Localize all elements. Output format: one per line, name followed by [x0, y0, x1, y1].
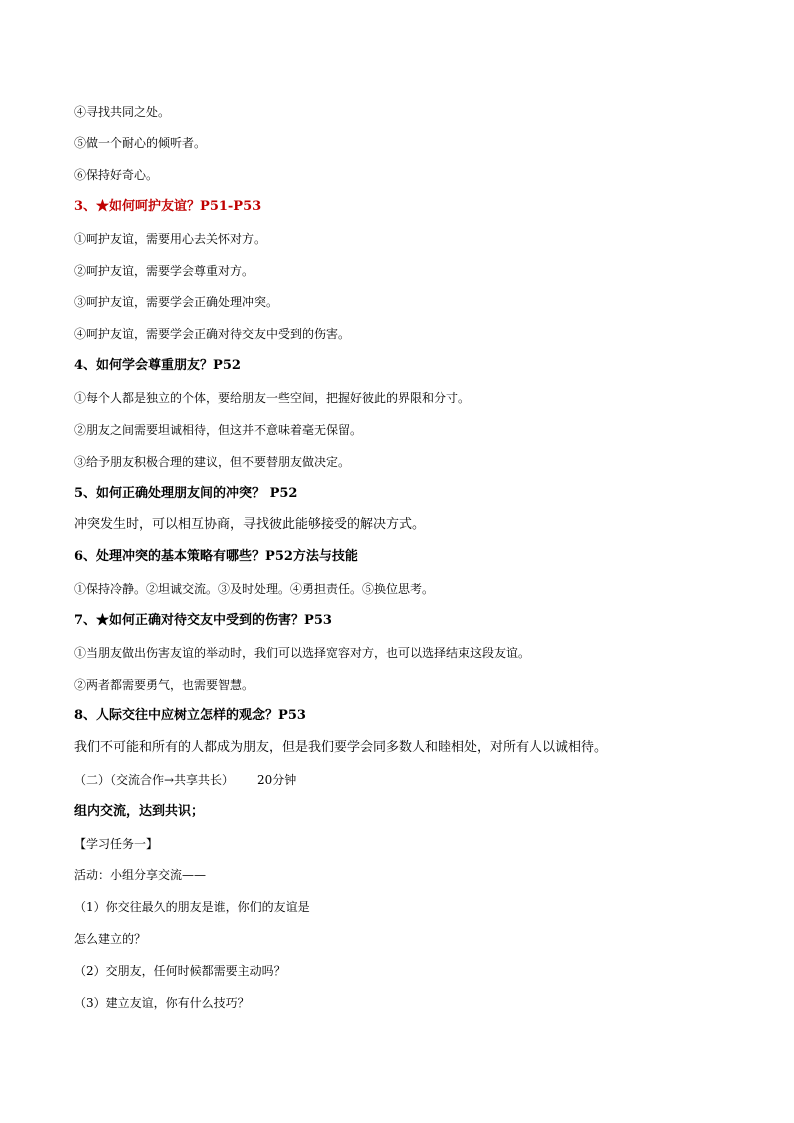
answer-4-item-1: ①每个人都是独立的个体，要给朋友一些空间，把握好彼此的界限和分寸。 [74, 391, 471, 405]
question-6-heading: 6、处理冲突的基本策略有哪些？P52方法与技能 [74, 549, 358, 564]
group-discussion-heading: 组内交流，达到共识； [74, 804, 205, 819]
question-5-heading: 5、如何正确处理朋友间的冲突？ P52 [74, 486, 298, 501]
answer-5-text: 冲突发生时，可以相互协商，寻找彼此能够接受的解决方式。 [74, 517, 426, 532]
activity-question-3: （3）建立友谊，你有什么技巧？ [74, 996, 250, 1010]
question-4-heading: 4、如何学会尊重朋友？P52 [74, 358, 241, 373]
list-item-5: ⑤做一个耐心的倾听者。 [74, 136, 207, 150]
question-3-heading: 3、★如何呵护友谊？P51-P53 [74, 199, 262, 214]
answer-4-item-3: ③给予朋友积极合理的建议，但不要替朋友做决定。 [74, 455, 351, 469]
answer-3-item-3: ③呵护友谊，需要学会正确处理冲突。 [74, 295, 279, 309]
activity-title: 活动：小组分享交流—— [74, 868, 207, 882]
learning-task-1-title: 【学习任务一】 [74, 837, 159, 851]
answer-3-item-4: ④呵护友谊，需要学会正确对待交友中受到的伤害。 [74, 327, 351, 341]
question-7-heading: 7、★如何正确对待交友中受到的伤害？P53 [74, 613, 332, 628]
activity-question-2: （2）交朋友，任何时候都需要主动吗？ [74, 964, 286, 978]
answer-7-item-2: ②两者都需要勇气，也需要智慧。 [74, 678, 255, 692]
answer-3-item-2: ②呵护友谊，需要学会尊重对方。 [74, 264, 255, 278]
list-item-6: ⑥保持好奇心。 [74, 168, 159, 182]
answer-4-item-2: ②朋友之间需要坦诚相待，但这并不意味着毫无保留。 [74, 423, 363, 437]
answer-7-item-1: ①当朋友做出伤害友谊的举动时，我们可以选择宽容对方，也可以选择结束这段友谊。 [74, 646, 531, 660]
question-8-heading: 8、人际交往中应树立怎样的观念？P53 [74, 708, 306, 723]
activity-question-1: （1）你交往最久的朋友是谁，你们的友谊是 [74, 900, 310, 914]
answer-3-item-1: ①呵护友谊，需要用心去关怀对方。 [74, 232, 267, 246]
activity-question-1-cont: 怎么建立的？ [74, 932, 147, 946]
answer-6-text: ①保持冷静。②坦诚交流。③及时处理。④勇担责任。⑤换位思考。 [74, 582, 435, 596]
answer-8-text: 我们不可能和所有的人都成为朋友，但是我们要学会同多数人和睦相处，对所有人以诚相待。 [74, 740, 608, 755]
section-2-heading: （二）（交流合作→共享共长） 20分钟 [74, 773, 297, 787]
list-item-4: ④寻找共同之处。 [74, 105, 171, 119]
